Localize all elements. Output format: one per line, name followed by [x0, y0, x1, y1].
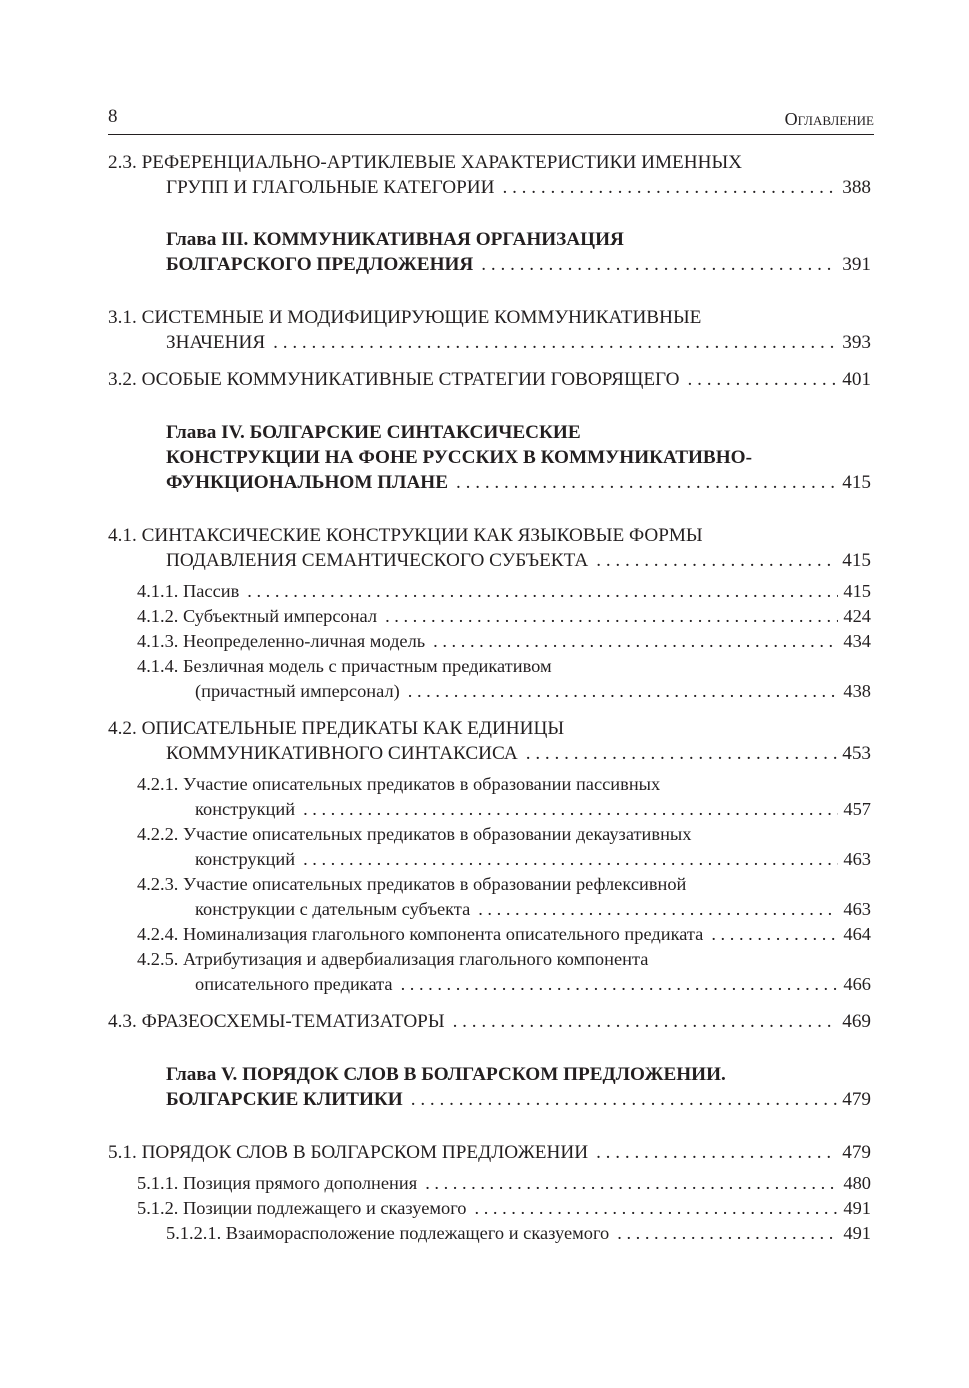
leader-dots: [411, 1087, 837, 1112]
leader-dots: [502, 175, 837, 200]
toc-entry-title: 4.2.4. Номинализация глагольного компонента описательного предиката: [137, 924, 704, 944]
toc-entry-title-cont: конструкций: [195, 799, 296, 819]
leader-dots: [433, 629, 838, 654]
toc-page-number: 463: [843, 899, 871, 919]
toc-entry-title-cont: ГРУПП И ГЛАГОЛЬНЫЕ КАТЕГОРИИ: [166, 177, 495, 198]
toc-chapter-title: Глава IV. БОЛГАРСКИЕ СИНТАКСИЧЕСКИЕ: [166, 422, 581, 443]
toc-entry-4-2-3[interactable]: [108, 872, 871, 922]
toc-entry-title: 5.1.1. Позиция прямого дополнения: [137, 1173, 418, 1193]
toc-entry-4-1-1[interactable]: [108, 579, 871, 604]
toc-entry-4-2[interactable]: [108, 716, 871, 766]
leader-dots: [303, 847, 838, 872]
toc-entry-4-1-4[interactable]: [108, 654, 871, 704]
toc-entry-5-1-2-1[interactable]: [108, 1221, 871, 1246]
leader-dots: [453, 1009, 838, 1034]
toc-entry-title-cont: ЗНАЧЕНИЯ: [166, 332, 266, 353]
toc-entry-3-1[interactable]: [108, 305, 871, 355]
toc-entry-4-1[interactable]: [108, 523, 871, 573]
toc-entry-4-1-2[interactable]: [108, 604, 871, 629]
leader-dots: [526, 741, 837, 766]
toc-entry-5-1-1[interactable]: [108, 1171, 871, 1196]
toc-entry-title: 4.1.3. Неопределенно-личная модель: [137, 631, 426, 651]
toc-entry-4-1-3[interactable]: [108, 629, 871, 654]
toc-entry-title: 4.1.1. Пассив: [137, 581, 240, 601]
toc-page-number: 393: [842, 332, 871, 353]
toc-chapter-title-cont: БОЛГАРСКИЕ КЛИТИКИ: [166, 1089, 403, 1110]
leader-dots: [475, 1196, 839, 1221]
toc-chapter-4[interactable]: [108, 420, 871, 495]
toc-chapter-title-cont: ФУНКЦИОНАЛЬНОМ ПЛАНЕ: [166, 472, 449, 493]
leader-dots: [456, 470, 837, 495]
toc-page-number: 434: [843, 631, 871, 651]
leader-dots: [711, 922, 838, 947]
toc-entry-4-2-5[interactable]: [108, 947, 871, 997]
toc-page-number: 491: [843, 1198, 871, 1218]
toc-entry-title: 4.2.1. Участие описательных предикатов в образовании пассивных: [137, 774, 661, 794]
table-of-contents: [108, 150, 871, 1246]
toc-entry-title-cont: КОММУНИКАТИВНОГО СИНТАКСИСА: [166, 743, 518, 764]
toc-entry-title: 4.1. СИНТАКСИЧЕСКИЕ КОНСТРУКЦИИ КАК ЯЗЫКОВЫЕ ФОРМЫ: [108, 525, 703, 546]
toc-page-number: 479: [842, 1089, 871, 1110]
toc-entry-title-cont: описательного предиката: [195, 974, 393, 994]
toc-page-number: 438: [843, 681, 871, 701]
toc-entry-4-2-1[interactable]: [108, 772, 871, 822]
toc-page-number: 491: [843, 1223, 871, 1243]
leader-dots: [408, 679, 839, 704]
toc-page-number: 469: [842, 1011, 871, 1032]
toc-page-number: 464: [843, 924, 871, 944]
toc-entry-4-2-4[interactable]: [108, 922, 871, 947]
toc-entry-title: 5.1.2. Позиции подлежащего и сказуемого: [137, 1198, 467, 1218]
toc-chapter-title: Глава III. КОММУНИКАТИВНАЯ ОРГАНИЗАЦИЯ: [166, 229, 624, 250]
toc-chapter-3[interactable]: [108, 227, 871, 277]
toc-page-number: 480: [843, 1173, 871, 1193]
running-title: Оглавление: [784, 109, 874, 129]
leader-dots: [596, 1140, 837, 1165]
toc-entry-title: 2.3. РЕФЕРЕНЦИАЛЬНО-АРТИКЛЕВЫЕ ХАРАКТЕРИСТИКИ ИМЕННЫХ: [108, 152, 743, 173]
leader-dots: [481, 252, 837, 277]
toc-entry-3-2[interactable]: [108, 367, 871, 392]
leader-dots: [273, 330, 837, 355]
leader-dots: [247, 579, 838, 604]
toc-entry-title: 4.2.5. Атрибутизация и адвербиализация глагольного компонента: [137, 949, 649, 969]
toc-page-number: 479: [842, 1142, 871, 1163]
toc-entry-title: 4.2. ОПИСАТЕЛЬНЫЕ ПРЕДИКАТЫ КАК ЕДИНИЦЫ: [108, 718, 565, 739]
toc-page-number: 415: [843, 581, 871, 601]
toc-entry-title: 4.1.2. Субъектный имперсонал: [137, 606, 378, 626]
toc-page-number: 415: [842, 472, 871, 493]
toc-entry-title-cont: конструкции с дательным субъекта: [195, 899, 471, 919]
toc-entry-title: 4.1.4. Безличная модель с причастным предикативом: [137, 656, 552, 676]
toc-chapter-title-cont: БОЛГАРСКОГО ПРЕДЛОЖЕНИЯ: [166, 254, 474, 275]
toc-entry-title: 5.1. ПОРЯДОК СЛОВ В БОЛГАРСКОМ ПРЕДЛОЖЕНИИ: [108, 1142, 589, 1163]
leader-dots: [425, 1171, 838, 1196]
leader-dots: [617, 1221, 838, 1246]
toc-page-number: 388: [842, 177, 871, 198]
toc-entry-4-2-2[interactable]: [108, 822, 871, 872]
running-header: [108, 106, 874, 132]
toc-page-number: 453: [842, 743, 871, 764]
toc-entry-title: 4.2.3. Участие описательных предикатов в образовании рефлексивной: [137, 874, 687, 894]
leader-dots: [596, 548, 837, 573]
leader-dots: [478, 897, 838, 922]
toc-page-number: 463: [843, 849, 871, 869]
toc-entry-4-3[interactable]: [108, 1009, 871, 1034]
leader-dots: [385, 604, 838, 629]
header-rule: [108, 134, 874, 135]
toc-entry-title: 3.2. ОСОБЫЕ КОММУНИКАТИВНЫЕ СТРАТЕГИИ ГОВОРЯЩЕГО: [108, 369, 680, 390]
toc-entry-5-1[interactable]: [108, 1140, 871, 1165]
toc-page-number: 466: [843, 974, 871, 994]
leader-dots: [401, 972, 839, 997]
toc-entry-title-cont: ПОДАВЛЕНИЯ СЕМАНТИЧЕСКОГО СУБЪЕКТА: [166, 550, 589, 571]
toc-page-number: 401: [842, 369, 871, 390]
toc-entry-5-1-2[interactable]: [108, 1196, 871, 1221]
toc-entry-title: 5.1.2.1. Взаиморасположение подлежащего и сказуемого: [166, 1223, 610, 1243]
toc-entry-title: 3.1. СИСТЕМНЫЕ И МОДИФИЦИРУЮЩИЕ КОММУНИКАТИВНЫЕ: [108, 307, 702, 328]
toc-entry-2-3[interactable]: [108, 150, 871, 200]
toc-page-number: 424: [843, 606, 871, 626]
page-number: 8: [108, 106, 118, 127]
toc-chapter-title: Глава V. ПОРЯДОК СЛОВ В БОЛГАРСКОМ ПРЕДЛОЖЕНИИ.: [166, 1064, 726, 1085]
toc-chapter-5[interactable]: [108, 1062, 871, 1112]
toc-entry-title-cont: конструкций: [195, 849, 296, 869]
toc-chapter-title-cont: КОНСТРУКЦИИ НА ФОНЕ РУССКИХ В КОММУНИКАТИВНО-: [166, 447, 752, 468]
toc-entry-title-cont: (причастный имперсонал): [195, 681, 400, 701]
toc-entry-title: 4.3. ФРАЗЕОСХЕМЫ-ТЕМАТИЗАТОРЫ: [108, 1011, 445, 1032]
toc-page-number: 391: [842, 254, 871, 275]
toc-page-number: 415: [842, 550, 871, 571]
toc-entry-title: 4.2.2. Участие описательных предикатов в образовании декаузативных: [137, 824, 692, 844]
leader-dots: [688, 367, 838, 392]
toc-page-number: 457: [843, 799, 871, 819]
leader-dots: [303, 797, 838, 822]
